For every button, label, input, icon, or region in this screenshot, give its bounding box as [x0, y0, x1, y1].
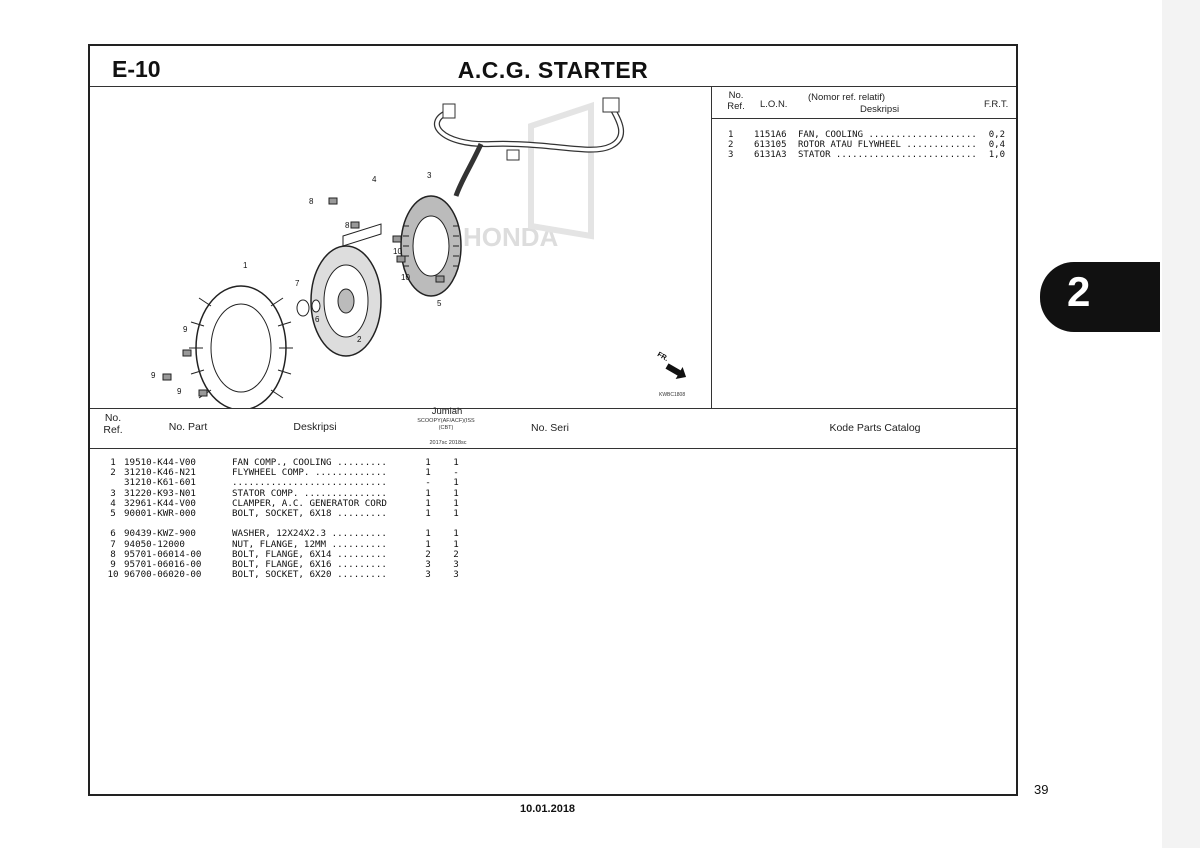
callout-2: 2 [357, 335, 362, 344]
table-row: 9 95701-06016-00 BOLT, FLANGE, 6X16 ......... 3 3 [110, 558, 459, 570]
figure-code: KWBC1808 [659, 392, 686, 398]
callout-3: 3 [427, 171, 432, 180]
publication-date: 10.01.2018 [520, 803, 576, 815]
page-number: 39 [1034, 782, 1049, 797]
catalog-page-frame [88, 44, 1018, 796]
parts-header-jumlah-year: 2017sc 2018sc [429, 440, 467, 446]
lon-row: 3 6131A3 STATOR .......................... 1,0 [728, 150, 1005, 160]
table-row: 4 32961-K44-V00 CLAMPER, A.C. GENERATOR CORD 1 1 [110, 497, 459, 509]
parts-header-no-ref: No. Ref. [103, 412, 123, 436]
callout-5: 5 [437, 299, 442, 308]
lon-table [728, 130, 1005, 160]
table-row: 7 94050-12000 NUT, FLANGE, 12MM .......... 1 1 [110, 538, 459, 550]
bolt-icon [436, 276, 444, 282]
parts-header-jumlah-model: SCOOPY(AF/ACF)(ISS (CBT) [417, 418, 475, 431]
diagram-bottom-divider [90, 408, 1016, 409]
connector-icon [603, 98, 619, 112]
exploded-parts-diagram [91, 86, 711, 408]
bolt-icon [393, 236, 401, 242]
callout-10: 10 [393, 247, 402, 256]
parts-header-no-seri: No. Seri [531, 422, 569, 434]
lon-header-divider [711, 118, 1016, 119]
table-row: 5 90001-KWR-000 BOLT, SOCKET, 6X18 ......... 1 1 [110, 507, 459, 519]
callout-4: 4 [372, 175, 377, 184]
svg-text:FR.: FR. [655, 351, 670, 363]
callout-8: 8 [309, 197, 314, 206]
bolt-icon [183, 350, 191, 356]
bolt-icon [163, 374, 171, 380]
diagram-divider [711, 86, 712, 408]
lon-row: 2 613105 ROTOR ATAU FLYWHEEL ............. 0,4 [728, 140, 1005, 150]
table-row: 10 96700-06020-00 BOLT, SOCKET, 6X20 ......... 3 3 [107, 569, 459, 581]
bolt-icon [397, 256, 405, 262]
callout-10b: 10 [401, 273, 410, 282]
bolt-icon [199, 390, 207, 396]
table-row: 31210-K61-601 ............................ - 1 [124, 477, 459, 489]
lon-header-no-ref: No. Ref. [727, 90, 745, 112]
callout-8b: 8 [345, 221, 350, 230]
page-edge-shadow [1162, 0, 1200, 848]
parts-header-jumlah: Jumlah [431, 406, 463, 417]
parts-header-divider [90, 448, 1016, 449]
front-direction-arrow-icon [651, 351, 690, 383]
parts-table [102, 458, 470, 580]
bolt-icon [351, 222, 359, 228]
section-code: E-10 [112, 56, 161, 82]
callout-9: 9 [183, 325, 188, 334]
page-title: A.C.G. STARTER [457, 57, 649, 83]
table-row: 8 95701-06014-00 BOLT, FLANGE, 6X14 ......... 2 2 [110, 548, 459, 560]
callout-6: 6 [315, 315, 320, 324]
connector-icon [443, 104, 455, 118]
parts-header-desc: Deskripsi [293, 421, 337, 433]
section-tab-number: 2 [1067, 268, 1091, 315]
wing-watermark-icon [531, 106, 591, 236]
callout-9b: 9 [151, 371, 156, 380]
parts-header-kode: Kode Parts Catalog [829, 422, 921, 434]
nut-icon [297, 300, 309, 316]
lon-header-lon: L.O.N. [760, 99, 788, 110]
table-row: 6 90439-KWZ-900 WASHER, 12X24X2.3 .......... 1 1 [110, 528, 459, 540]
lon-row: 1 1151A6 FAN, COOLING .................... 0,2 [728, 130, 1005, 140]
bolt-icon [329, 198, 337, 204]
callout-1: 1 [243, 261, 248, 270]
lon-header-desc-top: (Nomor ref. relatif) [808, 92, 886, 103]
parts-header-no-part: No. Part [168, 421, 208, 433]
table-row: 3 31220-K93-N01 STATOR COMP. ............... 1 1 [110, 487, 459, 499]
callout-7: 7 [295, 279, 300, 288]
washer-icon [312, 300, 320, 312]
lon-header-desc: Deskripsi [860, 104, 900, 115]
table-row: 2 31210-K46-N21 FLYWHEEL COMP. ............. 1 - [110, 467, 459, 479]
table-row: 1 19510-K44-V00 FAN COMP., COOLING ......... 1 1 [110, 457, 459, 468]
section-tab [1040, 262, 1160, 332]
callout-9c: 9 [177, 387, 182, 396]
honda-watermark: HONDA [463, 222, 559, 252]
lon-header-frt: F.R.T. [984, 99, 1009, 110]
